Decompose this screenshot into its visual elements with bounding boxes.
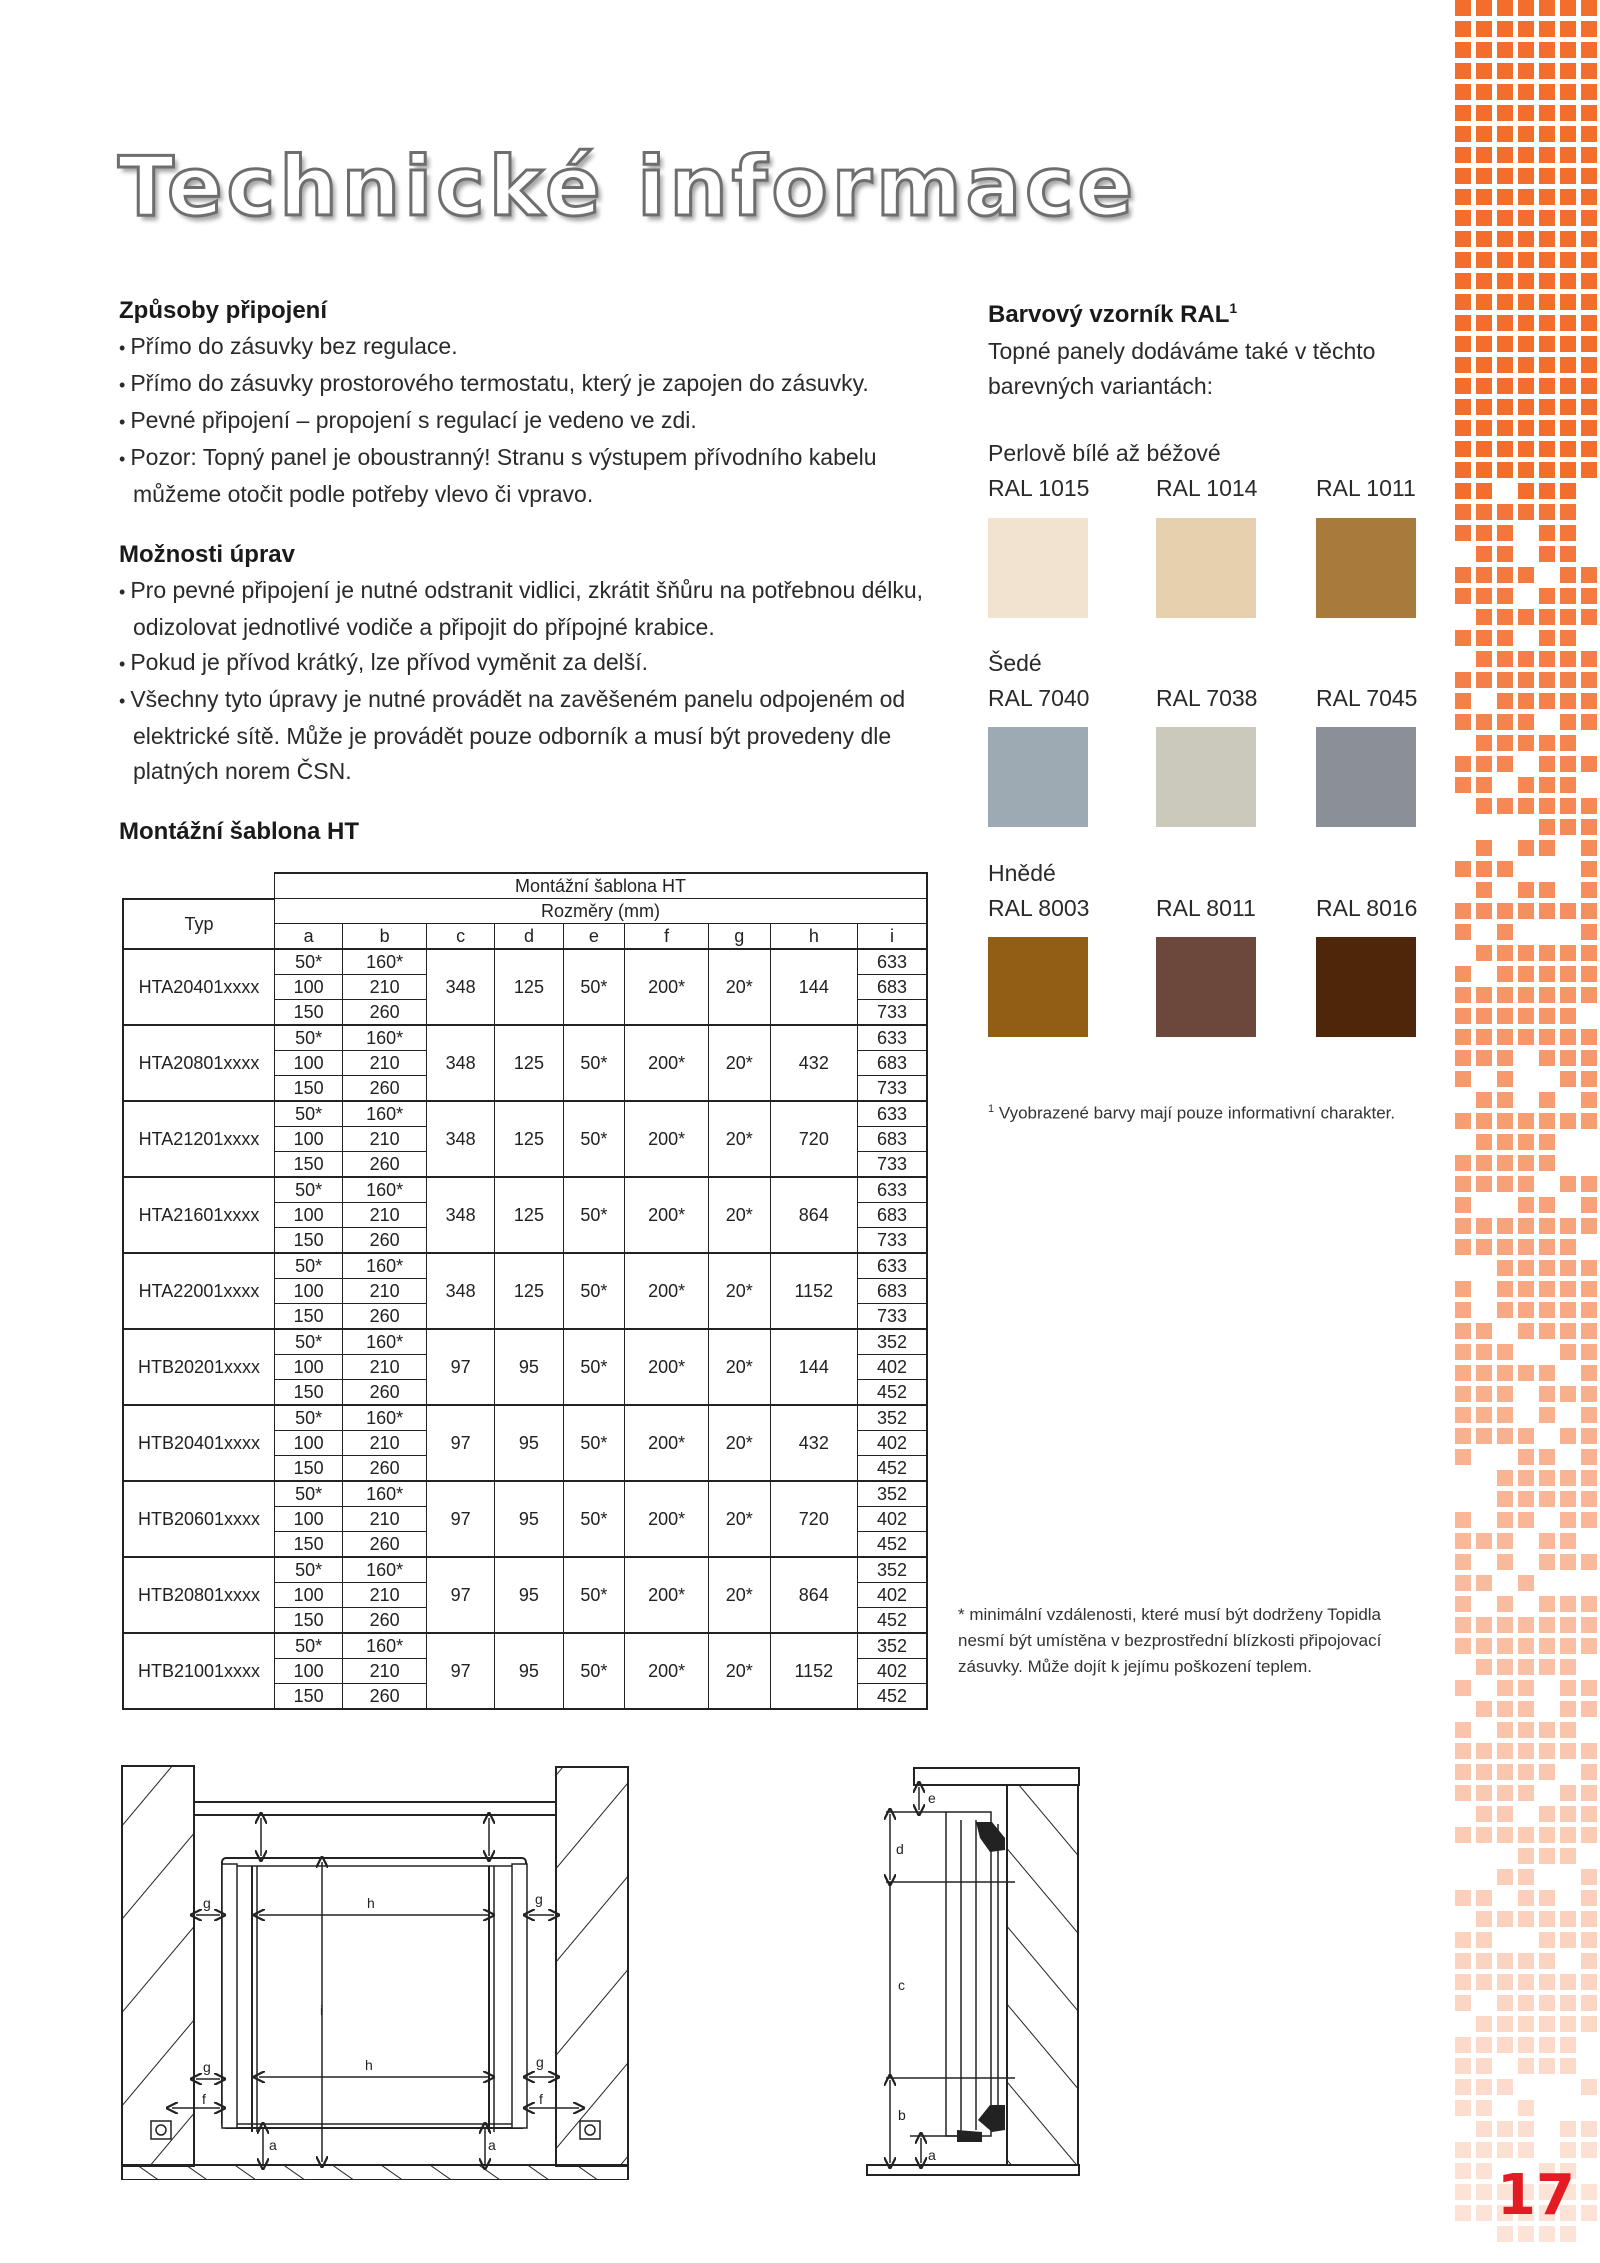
cell-a: 50* <box>275 1405 343 1431</box>
cell-a: 100 <box>275 1507 343 1532</box>
cell-d: 125 <box>495 1253 563 1329</box>
cell-b: 210 <box>343 1355 427 1380</box>
type-cell: HTA21201xxxx <box>123 1101 275 1177</box>
cell-d: 125 <box>495 1101 563 1177</box>
table-row <box>123 1481 927 1507</box>
cell-h: 144 <box>770 1329 857 1405</box>
cell-d: 95 <box>495 1405 563 1481</box>
type-cell: HTA22001xxxx <box>123 1253 275 1329</box>
cell-b: 160* <box>343 1405 427 1431</box>
modifications-heading: Možnosti úprav <box>119 541 296 568</box>
decorative-mosaic <box>1455 0 1600 2263</box>
svg-text:b: b <box>898 2107 906 2123</box>
ral-code: RAL 8016 <box>1316 895 1418 921</box>
cell-e: 50* <box>563 1177 625 1253</box>
cell-i: 683 <box>858 1279 927 1304</box>
cell-b: 210 <box>343 1583 427 1608</box>
cell-d: 125 <box>495 949 563 1025</box>
cell-b: 210 <box>343 1431 427 1456</box>
svg-text:e: e <box>928 1790 936 1806</box>
type-cell: HTB20201xxxx <box>123 1329 275 1405</box>
svg-text:g: g <box>203 2059 211 2075</box>
cell-i: 452 <box>858 1380 927 1406</box>
type-cell: HTA20801xxxx <box>123 1025 275 1101</box>
cell-i: 733 <box>858 1076 927 1102</box>
cell-a: 50* <box>275 1177 343 1203</box>
cell-b: 160* <box>343 1329 427 1355</box>
cell-a: 50* <box>275 1329 343 1355</box>
cell-b: 260 <box>343 1076 427 1102</box>
cell-b: 260 <box>343 1304 427 1330</box>
cell-g: 20* <box>708 1405 770 1481</box>
cell-f: 200* <box>625 1405 709 1481</box>
color-swatch <box>1316 937 1416 1037</box>
table-row <box>123 1177 927 1203</box>
color-swatch <box>1156 727 1256 827</box>
ral-code: RAL 1014 <box>1156 475 1258 501</box>
connection-heading: Způsoby připojení <box>119 297 327 324</box>
cell-c: 97 <box>427 1329 495 1405</box>
ral-code: RAL 7045 <box>1316 685 1418 711</box>
cell-a: 150 <box>275 1684 343 1710</box>
ral-group-label-beige: Perlově bílé až béžové <box>988 440 1221 466</box>
cell-c: 97 <box>427 1557 495 1633</box>
cell-i: 733 <box>858 1000 927 1026</box>
cell-f: 200* <box>625 1253 709 1329</box>
template-heading: Montážní šablona HT <box>119 818 359 845</box>
mounting-template-table <box>122 872 928 1710</box>
cell-b: 210 <box>343 1203 427 1228</box>
cell-a: 100 <box>275 1203 343 1228</box>
cell-b: 260 <box>343 1380 427 1406</box>
cell-i: 402 <box>858 1355 927 1380</box>
ral-footnote: $^1$ Vyobrazené barvy mají pouze informativní charakter. <box>988 1103 1396 1123</box>
cell-f: 200* <box>625 1025 709 1101</box>
cell-a: 100 <box>275 1127 343 1152</box>
cell-h: 432 <box>770 1405 857 1481</box>
cell-c: 97 <box>427 1633 495 1709</box>
cell-i: 402 <box>858 1507 927 1532</box>
cell-b: 260 <box>343 1000 427 1026</box>
cell-i: 452 <box>858 1684 927 1710</box>
column-header-f: f <box>625 924 709 950</box>
cell-b: 160* <box>343 1101 427 1127</box>
svg-text:g: g <box>203 1895 211 1911</box>
column-header-g: g <box>708 924 770 950</box>
cell-d: 95 <box>495 1633 563 1709</box>
cell-e: 50* <box>563 1101 625 1177</box>
page-title: Technické informace <box>118 140 1138 235</box>
cell-d: 125 <box>495 1177 563 1253</box>
table-row <box>123 1557 927 1583</box>
table-row <box>123 1633 927 1659</box>
cell-i: 352 <box>858 1633 927 1659</box>
cell-i: 683 <box>858 1203 927 1228</box>
cell-h: 720 <box>770 1101 857 1177</box>
cell-a: 100 <box>275 1051 343 1076</box>
cell-c: 348 <box>427 1177 495 1253</box>
table-row <box>123 1101 927 1127</box>
color-swatch <box>1156 518 1256 618</box>
cell-b: 160* <box>343 1177 427 1203</box>
cell-a: 150 <box>275 1076 343 1102</box>
cell-e: 50* <box>563 1633 625 1709</box>
cell-b: 260 <box>343 1532 427 1558</box>
cell-b: 260 <box>343 1608 427 1634</box>
svg-text:f: f <box>202 2091 206 2107</box>
cell-b: 160* <box>343 949 427 975</box>
cell-b: 210 <box>343 1279 427 1304</box>
svg-text:f: f <box>539 2091 543 2107</box>
ral-code: RAL 7040 <box>988 685 1090 711</box>
type-cell: HTB20401xxxx <box>123 1405 275 1481</box>
cell-c: 348 <box>427 1025 495 1101</box>
list-item: • Pro pevné připojení je nutné odstranit vidlici, zkrátit šňůru na potřebnou délku, odizolovat jednotlivé vodiče a připojit do přípojné krabice. <box>119 573 929 645</box>
minimum-distance-note: * minimální vzdálenosti, které musí být dodrženy Topidla nesmí být umístěna v bezprostřední blízkosti připojovací zásuvky. Může dojít k jejímu poškození teplem. <box>958 1605 1382 1676</box>
cell-b: 260 <box>343 1456 427 1482</box>
cell-i: 633 <box>858 1101 927 1127</box>
table-row <box>123 1253 927 1279</box>
column-header-c: c <box>427 924 495 950</box>
ral-code: RAL 1011 <box>1316 475 1416 501</box>
list-item: • Pevné připojení – propojení s regulací je vedeno ve zdi. <box>119 403 919 440</box>
cell-a: 150 <box>275 1152 343 1178</box>
cell-h: 864 <box>770 1557 857 1633</box>
svg-text:g: g <box>535 1891 543 1907</box>
cell-b: 210 <box>343 1051 427 1076</box>
color-swatch <box>988 727 1088 827</box>
mounting-template-table-wrap <box>122 872 928 1710</box>
list-item: • Pokud je přívod krátký, lze přívod vyměnit za delší. <box>119 645 929 682</box>
cell-a: 100 <box>275 1355 343 1380</box>
cell-h: 1152 <box>770 1633 857 1709</box>
column-header-a: a <box>275 924 343 950</box>
svg-text:d: d <box>896 1841 904 1857</box>
cell-i: 633 <box>858 1025 927 1051</box>
cell-b: 210 <box>343 975 427 1000</box>
cell-b: 260 <box>343 1684 427 1710</box>
cell-e: 50* <box>563 949 625 1025</box>
cell-i: 352 <box>858 1329 927 1355</box>
ral-code: RAL 8003 <box>988 895 1090 921</box>
list-item: • Přímo do zásuvky prostorového termostatu, který je zapojen do zásuvky. <box>119 366 919 403</box>
cell-a: 50* <box>275 1633 343 1659</box>
cell-i: 402 <box>858 1659 927 1684</box>
cell-a: 100 <box>275 1659 343 1684</box>
svg-text:a: a <box>269 2137 277 2153</box>
column-header-b: b <box>343 924 427 950</box>
cell-b: 260 <box>343 1228 427 1254</box>
color-swatch <box>988 518 1088 618</box>
list-item: • Všechny tyto úpravy je nutné provádět na zavěšeném panelu odpojeném od elektrické sítě. Může je provádět pouze odborník a musí být provedeny dle platných norem ČSN. <box>119 682 929 789</box>
cell-g: 20* <box>708 1329 770 1405</box>
svg-text:a: a <box>928 2147 936 2163</box>
cell-a: 50* <box>275 949 343 975</box>
cell-i: 452 <box>858 1456 927 1482</box>
table-row <box>123 1329 927 1355</box>
svg-text:c: c <box>898 1977 905 1993</box>
page-number: 17 <box>1497 2163 1575 2228</box>
ral-description: Topné panely dodáváme také v těchto barevných variantách: <box>988 338 1376 399</box>
list-item: • Pozor: Topný panel je oboustranný! Stranu s výstupem přívodního kabelu můžeme otočit podle potřeby vlevo či vpravo. <box>119 440 919 512</box>
cell-b: 160* <box>343 1025 427 1051</box>
column-header-h: h <box>770 924 857 950</box>
cell-a: 150 <box>275 1608 343 1634</box>
cell-f: 200* <box>625 1633 709 1709</box>
cell-a: 50* <box>275 1101 343 1127</box>
cell-i: 452 <box>858 1608 927 1634</box>
cell-c: 348 <box>427 1101 495 1177</box>
cell-b: 160* <box>343 1633 427 1659</box>
cell-g: 20* <box>708 949 770 1025</box>
svg-text:h: h <box>365 2057 373 2073</box>
cell-b: 260 <box>343 1152 427 1178</box>
cell-f: 200* <box>625 1557 709 1633</box>
cell-c: 348 <box>427 1253 495 1329</box>
modifications-list <box>119 573 929 789</box>
cell-e: 50* <box>563 1405 625 1481</box>
cell-d: 95 <box>495 1481 563 1557</box>
cell-g: 20* <box>708 1557 770 1633</box>
side-view-diagram <box>850 1740 1090 2180</box>
cell-a: 50* <box>275 1557 343 1583</box>
cell-i: 633 <box>858 949 927 975</box>
table-row <box>123 1405 927 1431</box>
cell-a: 150 <box>275 1228 343 1254</box>
cell-i: 683 <box>858 1127 927 1152</box>
type-cell: HTB20601xxxx <box>123 1481 275 1557</box>
ral-code: RAL 8011 <box>1156 895 1256 921</box>
cell-i: 733 <box>858 1228 927 1254</box>
cell-i: 402 <box>858 1431 927 1456</box>
type-cell: HTB21001xxxx <box>123 1633 275 1709</box>
cell-b: 160* <box>343 1481 427 1507</box>
column-header-i: i <box>858 924 927 950</box>
column-header-e: e <box>563 924 625 950</box>
ral-heading: Barvový vzorník RAL$^1$ <box>988 300 1238 328</box>
cell-e: 50* <box>563 1557 625 1633</box>
cell-c: 97 <box>427 1405 495 1481</box>
cell-i: 402 <box>858 1583 927 1608</box>
cell-g: 20* <box>708 1253 770 1329</box>
socket-icon <box>580 2121 600 2139</box>
cell-i: 352 <box>858 1557 927 1583</box>
cell-i: 633 <box>858 1253 927 1279</box>
cell-a: 50* <box>275 1025 343 1051</box>
column-header-d: d <box>495 924 563 950</box>
cell-a: 100 <box>275 1279 343 1304</box>
cell-f: 200* <box>625 1177 709 1253</box>
dimensions-header: Rozměry (mm) <box>275 899 928 924</box>
cell-g: 20* <box>708 1633 770 1709</box>
cell-c: 97 <box>427 1481 495 1557</box>
color-swatch <box>988 937 1088 1037</box>
color-swatch <box>1316 518 1416 618</box>
list-item: • Přímo do zásuvky bez regulace. <box>119 329 919 366</box>
svg-text:i: i <box>320 2002 324 2018</box>
cell-a: 150 <box>275 1380 343 1406</box>
cell-d: 95 <box>495 1557 563 1633</box>
cell-g: 20* <box>708 1101 770 1177</box>
cell-i: 352 <box>858 1405 927 1431</box>
color-swatch <box>1316 727 1416 827</box>
cell-b: 160* <box>343 1253 427 1279</box>
cell-b: 160* <box>343 1557 427 1583</box>
cell-a: 50* <box>275 1253 343 1279</box>
ral-code: RAL 7038 <box>1156 685 1258 711</box>
ral-group-label-grey: Šedé <box>988 650 1042 676</box>
svg-text:a: a <box>488 2137 496 2153</box>
cell-a: 50* <box>275 1481 343 1507</box>
svg-text:h: h <box>367 1895 375 1911</box>
cell-i: 452 <box>858 1532 927 1558</box>
cell-a: 100 <box>275 975 343 1000</box>
cell-i: 733 <box>858 1304 927 1330</box>
cell-f: 200* <box>625 949 709 1025</box>
type-cell: HTB20801xxxx <box>123 1557 275 1633</box>
cell-b: 210 <box>343 1127 427 1152</box>
cell-b: 210 <box>343 1659 427 1684</box>
type-cell: HTA21601xxxx <box>123 1177 275 1253</box>
color-swatch <box>1156 937 1256 1037</box>
cell-a: 100 <box>275 1583 343 1608</box>
cell-g: 20* <box>708 1177 770 1253</box>
cell-g: 20* <box>708 1481 770 1557</box>
cell-i: 683 <box>858 1051 927 1076</box>
cell-h: 864 <box>770 1177 857 1253</box>
cell-h: 432 <box>770 1025 857 1101</box>
cell-d: 95 <box>495 1329 563 1405</box>
connection-list <box>119 329 919 512</box>
cell-h: 144 <box>770 949 857 1025</box>
cell-e: 50* <box>563 1481 625 1557</box>
cell-c: 348 <box>427 949 495 1025</box>
table-row <box>123 1025 927 1051</box>
cell-a: 150 <box>275 1304 343 1330</box>
cell-a: 150 <box>275 1532 343 1558</box>
cell-h: 720 <box>770 1481 857 1557</box>
cell-e: 50* <box>563 1329 625 1405</box>
cell-f: 200* <box>625 1101 709 1177</box>
cell-a: 150 <box>275 1456 343 1482</box>
ral-code: RAL 1015 <box>988 475 1090 501</box>
cell-a: 100 <box>275 1431 343 1456</box>
cell-i: 352 <box>858 1481 927 1507</box>
table-title: Montážní šablona HT <box>275 873 928 899</box>
ral-group-label-brown: Hnědé <box>988 860 1056 886</box>
cell-b: 210 <box>343 1507 427 1532</box>
type-header: Typ <box>123 899 275 950</box>
cell-e: 50* <box>563 1253 625 1329</box>
cell-i: 683 <box>858 975 927 1000</box>
cell-a: 150 <box>275 1000 343 1026</box>
cell-h: 1152 <box>770 1253 857 1329</box>
cell-g: 20* <box>708 1025 770 1101</box>
cell-i: 633 <box>858 1177 927 1203</box>
table-body <box>123 949 927 1709</box>
svg-text:g: g <box>536 2054 544 2070</box>
cell-d: 125 <box>495 1025 563 1101</box>
socket-icon <box>151 2121 171 2139</box>
cell-f: 200* <box>625 1329 709 1405</box>
cell-f: 200* <box>625 1481 709 1557</box>
front-view-diagram <box>115 1740 855 2180</box>
cell-i: 733 <box>858 1152 927 1178</box>
type-cell: HTA20401xxxx <box>123 949 275 1025</box>
table-row <box>123 949 927 975</box>
cell-e: 50* <box>563 1025 625 1101</box>
